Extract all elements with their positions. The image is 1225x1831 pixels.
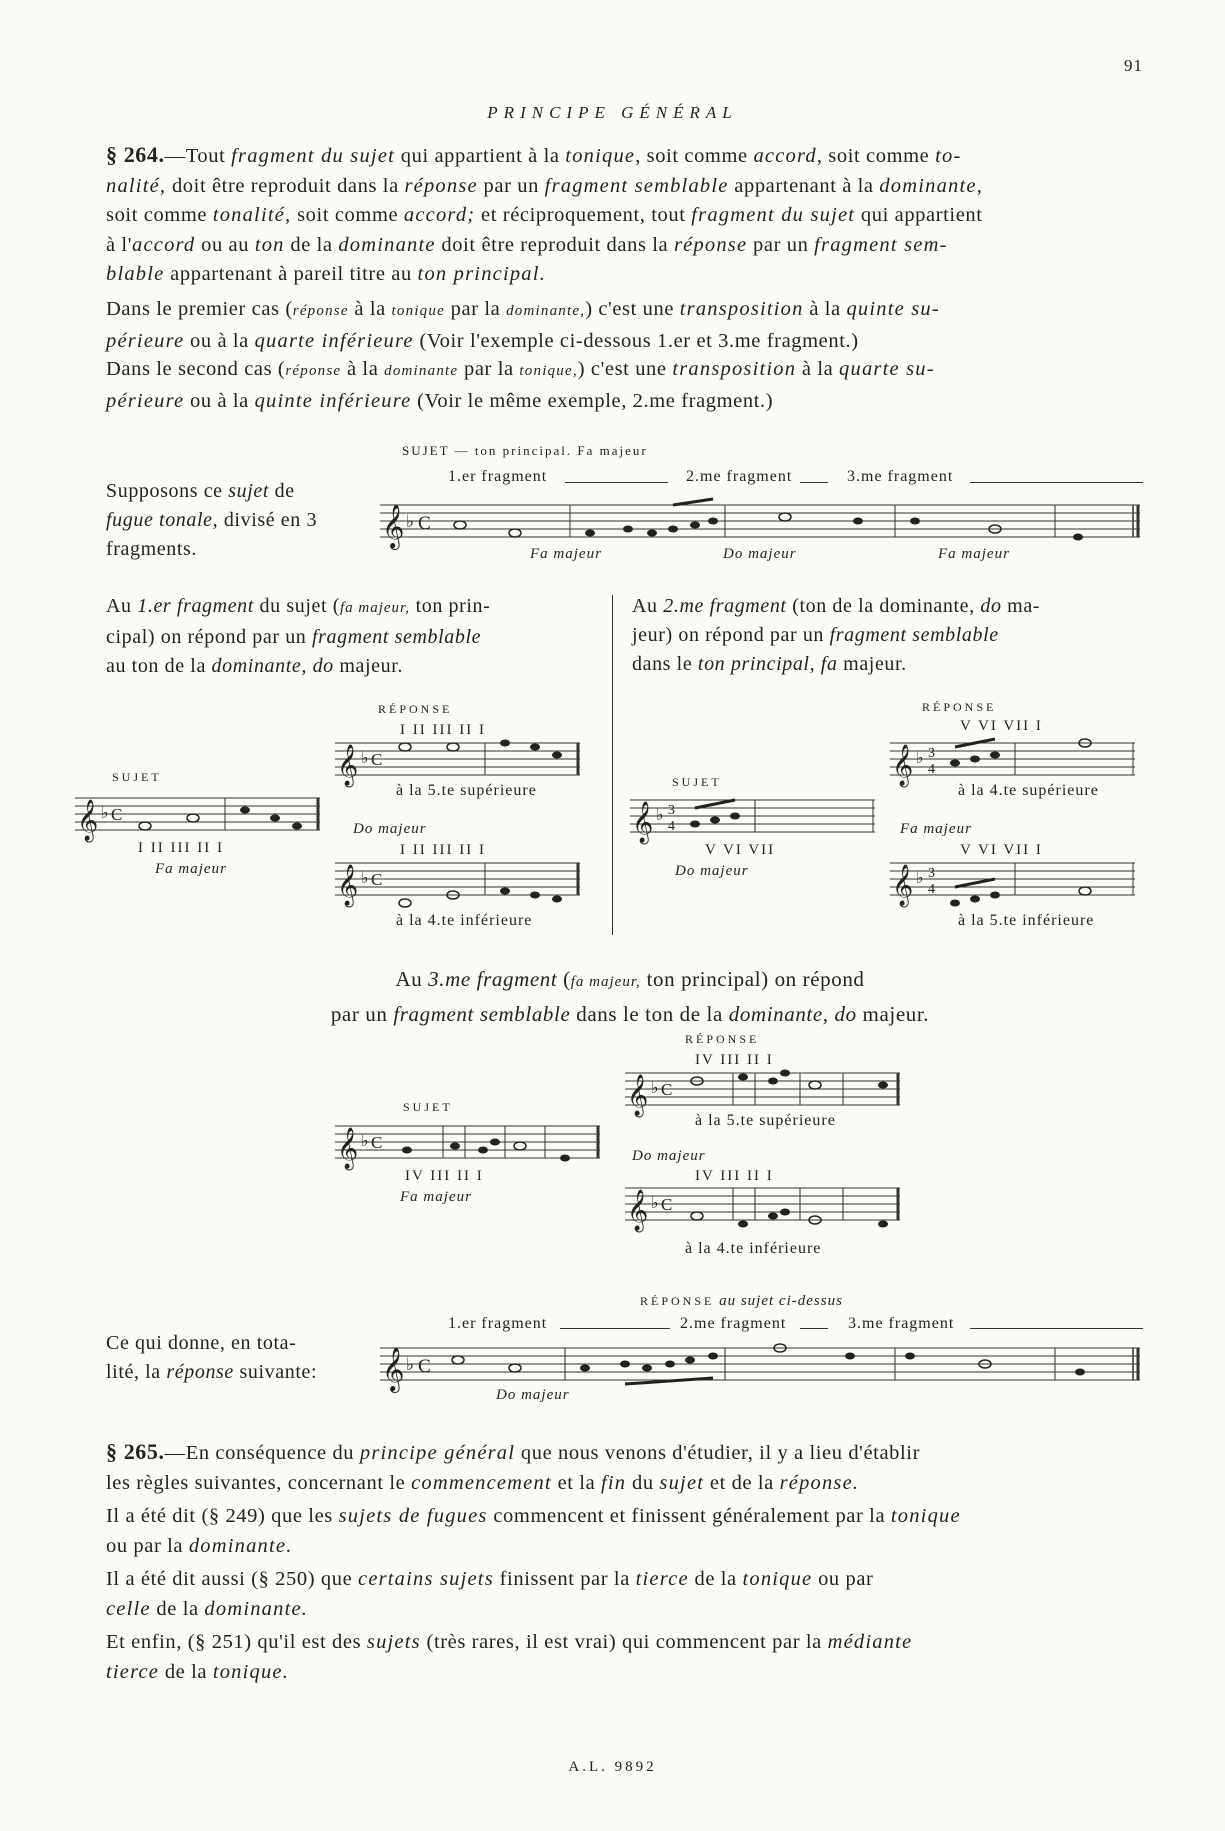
text: soit comme [291, 204, 404, 226]
text: périeure [106, 389, 185, 412]
svg-text:4: 4 [668, 819, 675, 834]
fragment-bracket [565, 482, 668, 483]
svg-text:𝄞: 𝄞 [77, 800, 99, 840]
svg-text:♭: ♭ [651, 1080, 659, 1097]
paragraph-first-case [106, 295, 1142, 356]
text: Dans le premier cas ( [106, 298, 293, 320]
key-label: Do majeur [496, 1387, 570, 1403]
example5-fragment3: 3.me fragment [848, 1315, 955, 1332]
example1-side-text: Supposons ce sujet de fugue tonale, divisé en 3 fragments. [106, 480, 318, 560]
degree-numerals: I II III II I [400, 842, 486, 858]
example1-header: SUJET — ton principal. Fa majeur [402, 443, 648, 458]
fragment-bracket [800, 1328, 828, 1329]
text: quarte su- [839, 358, 935, 380]
svg-text:♭: ♭ [361, 750, 369, 767]
text: ou à la [184, 329, 255, 352]
text: fragment semblable [544, 174, 729, 197]
example2-reponse-staff [335, 735, 585, 785]
sujet-label: SUJET [112, 770, 162, 784]
example3-reponse-staff [890, 735, 1140, 785]
svg-text:𝄞: 𝄞 [382, 1349, 405, 1391]
text: ton principal. [417, 263, 546, 285]
text: nalité, [106, 174, 167, 197]
right-column-text: Au 2.me fragment (ton de la dominante, do ma- jeur) on répond par un fragment semblable dans le ton principal, fa majeur. [632, 595, 1041, 675]
degree-numerals: IV III II I [405, 1168, 484, 1184]
svg-text:♭: ♭ [656, 807, 664, 824]
svg-text:♭: ♭ [361, 1133, 369, 1150]
svg-text:3: 3 [928, 746, 935, 761]
text: à la [341, 358, 385, 380]
key-label: Fa majeur [530, 546, 602, 562]
transposition-label: à la 4.te inférieure [396, 912, 533, 929]
text: , soit comme [635, 145, 754, 167]
key-label: Do majeur [632, 1148, 706, 1164]
text: de la [284, 233, 339, 256]
text: fragment du sujet [691, 204, 856, 226]
text: —Tout [164, 145, 232, 167]
text: (Voir le même exemple, 2.me fragment.) [411, 389, 774, 412]
example5-fragment1: 1.er fragment [448, 1315, 548, 1332]
fragment-bracket [560, 1328, 670, 1329]
text: par la [458, 358, 520, 380]
text: doit être reproduit dans la [166, 174, 405, 197]
fragment-bracket [970, 482, 1143, 483]
svg-text:♭: ♭ [651, 1195, 659, 1212]
svg-text:𝄞: 𝄞 [632, 802, 654, 842]
text: quarte inférieure [254, 329, 414, 352]
text: dominante, [879, 174, 984, 197]
text: tonique, [519, 363, 578, 379]
sujet-label: SUJET [403, 1100, 453, 1114]
column-divider [612, 595, 613, 935]
key-label: Fa majeur [155, 861, 227, 877]
transposition-label: à la 5.te supérieure [695, 1112, 836, 1129]
text: réponse [285, 363, 342, 379]
svg-text:♭: ♭ [406, 1355, 415, 1374]
reponse-label: RÉPONSE [685, 1032, 760, 1046]
fragment-bracket [800, 482, 828, 483]
key-label: Fa majeur [900, 821, 972, 837]
text: dominante [338, 233, 436, 256]
text: à la [348, 298, 392, 320]
svg-text:♭: ♭ [916, 870, 924, 887]
text: accord [132, 233, 196, 256]
svg-text:C: C [661, 1080, 673, 1099]
text: ou au [195, 233, 255, 256]
example1-fragment2: 2.me fragment [686, 468, 793, 485]
key-label: Fa majeur [938, 546, 1010, 562]
example3-reponse-lower-staff [890, 855, 1140, 905]
degree-numerals: IV III II I [695, 1168, 774, 1184]
text: ton [254, 233, 285, 256]
example1-fragment1: 1.er fragment [448, 468, 548, 485]
degree-numerals: I II III II I [138, 840, 224, 856]
example2-sujet-staff [75, 790, 325, 840]
paragraph-second-case [106, 355, 1142, 416]
third-fragment-text: Au 3.me fragment (fa majeur, ton principal) on répond par un fragment semblable dans le ton de la dominante, do majeur. [330, 967, 930, 1026]
text: par un [747, 233, 815, 256]
key-label: Do majeur [723, 546, 797, 562]
example1-fragment3: 3.me fragment [847, 468, 954, 485]
section-number: § 264. [106, 142, 165, 167]
svg-text:4: 4 [928, 882, 935, 897]
text: tonique [565, 145, 636, 167]
key-label: Fa majeur [400, 1189, 472, 1205]
text: transposition [672, 358, 797, 380]
text: périeure [106, 329, 185, 352]
key-label: Do majeur [675, 863, 749, 879]
text: et réciproquement, tout [475, 204, 692, 226]
text: ) c'est une [577, 358, 673, 380]
svg-text:𝄞: 𝄞 [892, 745, 914, 785]
svg-text:4: 4 [928, 762, 935, 777]
paragraph-265: § 265.—En conséquence du principe général que nous venons d'étudier, il y a lieu d'établir les règles suivantes, concernant le commencement et la fin du sujet et de la réponse. Il a été dit (§ 249) que les sujets de fugues commencent et finissent généralement par la tonique ou par la dominante. Il a été dit aussi (§ 250) que certains sujets finissent par la tierce de la tonique ou par celle de la dominante. Et enfin, (§ 251) qu'il est des sujets (très rares, il est vrai) qui commencent par la médiante tierce de la tonique. [106, 1439, 961, 1683]
page-number: 91 [1124, 56, 1143, 75]
example5-header: RÉPONSE au sujet ci-dessus [640, 1293, 843, 1309]
degree-numerals: V VI VII I [960, 842, 1043, 858]
svg-text:C: C [371, 750, 383, 769]
section-heading: PRINCIPE GÉNÉRAL [487, 103, 738, 122]
example5-fragment2: 2.me fragment [680, 1315, 787, 1332]
text: par un [477, 174, 545, 197]
text: ) c'est une [585, 298, 680, 320]
left-column-text: Au 1.er fragment du sujet (fa majeur, ton prin- cipal) on répond par un fragment semblable au ton de la dominante, do majeur. [106, 595, 491, 677]
text: réponse [404, 174, 478, 197]
text: fragment du sujet [231, 145, 396, 167]
text: dominante, [506, 303, 586, 319]
transposition-label: à la 5.te inférieure [958, 912, 1095, 929]
text: tonalité, [212, 204, 292, 226]
svg-text:C: C [418, 1356, 431, 1377]
text: par la [444, 298, 507, 320]
fragment-bracket [970, 1328, 1143, 1329]
transposition-label: à la 4.te supérieure [958, 782, 1099, 799]
example3-sujet-staff [630, 792, 880, 842]
degree-numerals: I II III II I [400, 722, 486, 738]
svg-text:♭: ♭ [101, 805, 109, 822]
text: tonique [391, 303, 445, 319]
reponse-label: RÉPONSE [922, 700, 997, 714]
text: dominante [384, 363, 459, 379]
transposition-label: à la 4.te inférieure [685, 1240, 822, 1257]
reponse-label: RÉPONSE [378, 702, 453, 716]
example5-side-text: Ce qui donne, en tota- lité, la réponse suivante: [106, 1332, 318, 1383]
text: qui appartient à la [395, 145, 566, 167]
text: qui appartient [855, 204, 983, 226]
example2-reponse-lower-staff [335, 855, 585, 905]
text: Dans le second cas ( [106, 358, 286, 380]
svg-text:𝄞: 𝄞 [337, 1128, 359, 1168]
svg-text:𝄞: 𝄞 [337, 865, 359, 905]
example4-reponse-lower-staff [625, 1180, 905, 1230]
text: , soit comme [816, 145, 936, 167]
text: doit être reproduit dans la [435, 233, 674, 256]
section-number: § 265. [106, 1439, 165, 1464]
text: réponse [673, 233, 748, 256]
text: blable [106, 263, 165, 285]
text: to- [935, 145, 962, 167]
text: appartenant à la [728, 174, 880, 197]
text: accord [753, 145, 817, 167]
example4-sujet-staff [335, 1118, 605, 1168]
text: fragment sem- [814, 233, 948, 256]
text: à l' [106, 233, 133, 256]
sujet-label: SUJET [672, 775, 722, 789]
text: (Voir l'exemple ci-dessous 1.er et 3.me fragment.) [413, 329, 859, 352]
svg-text:C: C [371, 870, 383, 889]
svg-text:𝄞: 𝄞 [627, 1190, 649, 1230]
text: réponse [292, 303, 349, 319]
plate-number: A.L. 9892 [568, 1759, 657, 1775]
text: appartenant à pareil titre au [164, 263, 418, 285]
svg-text:♭: ♭ [916, 750, 924, 767]
example5-staff [380, 1338, 1145, 1398]
text: quinte inférieure [254, 389, 412, 412]
svg-text:♭: ♭ [406, 512, 415, 531]
key-label: Do majeur [353, 821, 427, 837]
text: à la [796, 358, 840, 380]
text: à la [803, 298, 847, 320]
text: quinte su- [846, 298, 940, 320]
svg-text:𝄞: 𝄞 [892, 865, 914, 905]
svg-text:3: 3 [928, 866, 935, 881]
text: transposition [679, 298, 804, 320]
svg-text:𝄞: 𝄞 [627, 1075, 649, 1115]
transposition-label: à la 5.te supérieure [396, 782, 537, 799]
text: accord; [403, 204, 476, 226]
degree-numerals: V VI VII I [960, 718, 1043, 734]
svg-text:𝄞: 𝄞 [337, 745, 359, 785]
svg-text:C: C [371, 1133, 383, 1152]
svg-text:C: C [661, 1195, 673, 1214]
svg-text:C: C [111, 805, 123, 824]
svg-text:♭: ♭ [361, 870, 369, 887]
degree-numerals: V VI VII [705, 842, 776, 858]
text: ou à la [184, 389, 255, 412]
paragraph-264 [106, 140, 1142, 290]
svg-text:C: C [418, 513, 431, 534]
example4-reponse-staff [625, 1065, 905, 1115]
svg-text:3: 3 [668, 803, 675, 818]
svg-text:𝄞: 𝄞 [382, 504, 405, 548]
text: soit comme [106, 204, 213, 226]
degree-numerals: IV III II I [695, 1052, 774, 1068]
